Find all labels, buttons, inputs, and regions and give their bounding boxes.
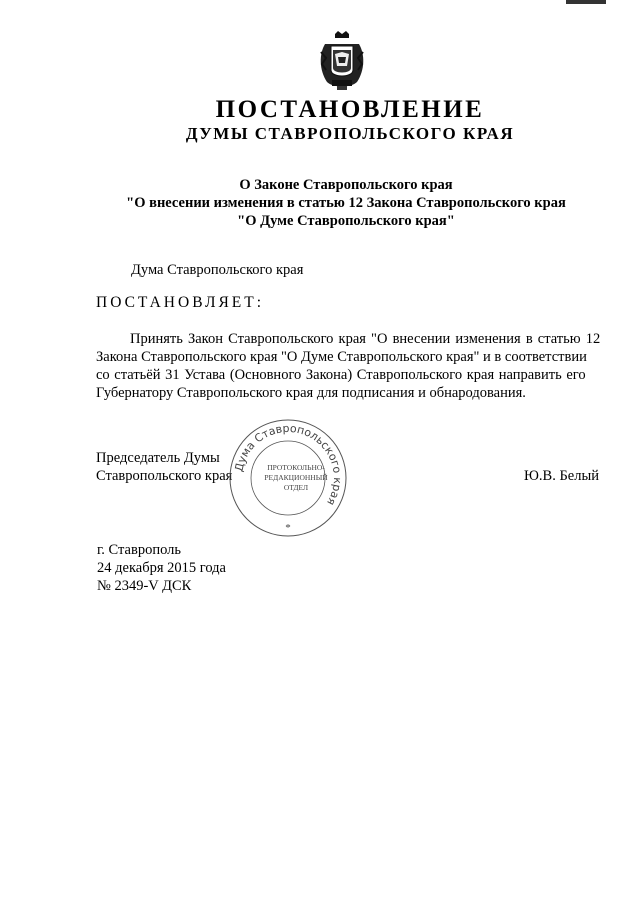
paragraph-line: Принять Закон Ставропольского края "О внесении изменения в статью 12	[130, 331, 601, 347]
paragraph-line: Закона Ставропольского края "О Думе Ставропольского края" и в соответствии	[96, 349, 587, 365]
signer-position-line-2: Ставропольского края	[96, 468, 233, 484]
scan-mark	[566, 0, 606, 4]
subject-line-3: "О Думе Ставропольского края"	[237, 213, 455, 229]
issuer-text: Дума Ставропольского края	[131, 262, 304, 278]
stamp-ring-text: Дума Ставропольского края	[232, 421, 345, 508]
paragraph-line: со статьёй 31 Устава (Основного Закона) Ставропольского края направить его	[96, 367, 586, 383]
signer-position-line-1: Председатель Думы	[96, 450, 220, 466]
subject-line-1: О Законе Ставропольского края	[239, 177, 453, 193]
document-date: 24 декабря 2015 года	[97, 560, 226, 576]
subject-line-2: "О внесении изменения в статью 12 Закона Ставропольского края	[126, 195, 566, 211]
resolves-heading: ПОСТАНОВЛЯЕТ:	[96, 294, 265, 311]
document-title: ПОСТАНОВЛЕНИЕ	[215, 96, 485, 123]
coat-of-arms-icon	[317, 30, 367, 92]
stamp-center-text: ПРОТОКОЛЬНО-РЕДАКЦИОННЫЙ ОТДЕЛ	[264, 463, 328, 492]
document-city: г. Ставрополь	[97, 542, 182, 558]
paragraph-line: Губернатору Ставропольского края для подписания и обнародования.	[96, 385, 526, 401]
stamp-star: *	[285, 522, 291, 534]
document-number: № 2349-V ДСК	[97, 578, 192, 594]
signer-name: Ю.В. Белый	[524, 468, 599, 484]
document-subtitle: ДУМЫ СТАВРОПОЛЬСКОГО КРАЯ	[185, 124, 515, 143]
